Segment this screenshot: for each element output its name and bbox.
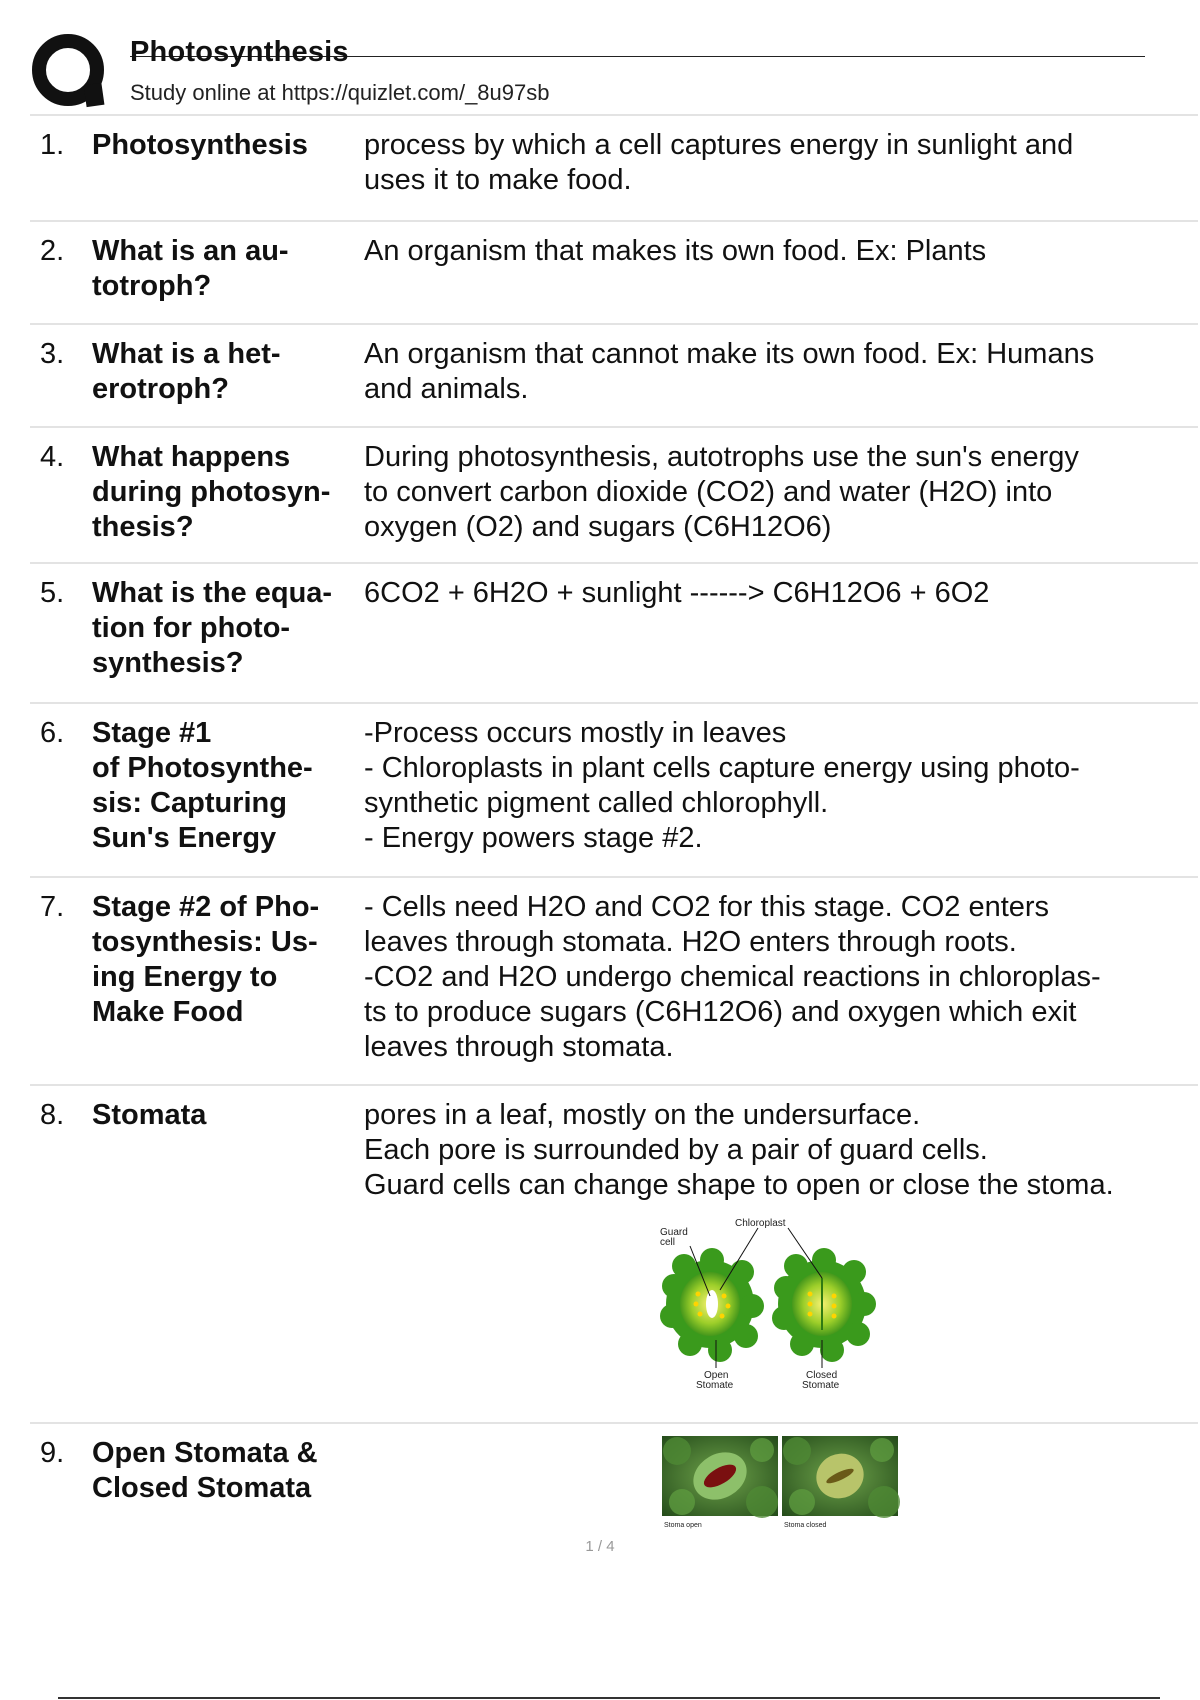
term-text (92, 116, 364, 220)
term-line: Stage #2 of Pho- (92, 891, 320, 923)
term-text (92, 878, 364, 1084)
footer-rule (58, 1697, 1160, 1699)
closed-photo-caption: Stoma closed (784, 1522, 827, 1529)
term-line: thesis? (92, 511, 194, 543)
definition-text (364, 222, 1198, 323)
term-text (92, 704, 364, 876)
row-number: 1. (40, 129, 65, 161)
definition-line: During photosynthesis, autotrophs use the sun's energy (364, 441, 1079, 473)
term-line: tion for photo- (92, 612, 291, 644)
row-number: 7. (40, 891, 65, 923)
flashcard-row (30, 562, 1198, 702)
term-line: totroph? (92, 270, 212, 302)
page-title: Photosynthesis (130, 36, 349, 68)
definition-text (364, 878, 1198, 1084)
term-line: Closed Stomata (92, 1472, 312, 1504)
row-number: 5. (40, 577, 65, 609)
definition-line: uses it to make food. (364, 164, 632, 196)
definition-line: An organism that cannot make its own food. Ex: Humans (364, 338, 1095, 370)
definition-line: leaves through stomata. (364, 1031, 674, 1063)
term-line: erotroph? (92, 373, 229, 405)
definition-text (364, 564, 1198, 702)
definition-line: ts to produce sugars (C6H12O6) and oxygen which exit (364, 996, 1077, 1028)
term-text (92, 325, 364, 426)
flashcard-row (30, 220, 1198, 323)
quizlet-logo-icon (30, 32, 110, 112)
row-number: 3. (40, 338, 65, 370)
definition-line: - Chloroplasts in plant cells capture energy using photo- (364, 752, 1080, 784)
definition-line: process by which a cell captures energy in sunlight and (364, 129, 1074, 161)
open-stomate-label: Stomate (696, 1380, 734, 1391)
definition-line: leaves through stomata. H2O enters through roots. (364, 926, 1017, 958)
open-photo-caption: Stoma open (664, 1522, 702, 1529)
definition-line: Guard cells can change shape to open or close the stoma. (364, 1169, 1114, 1201)
term-line: What is a het- (92, 338, 281, 370)
flashcard-list (30, 114, 1198, 1542)
flashcard-row (30, 1084, 1198, 1422)
flashcard-row (30, 876, 1198, 1084)
term-text (92, 428, 364, 562)
guard-cell-label: Guard (660, 1227, 688, 1238)
definition-text (364, 428, 1198, 562)
definition-line: 6CO2 + 6H2O + sunlight ------> C6H12O6 + 6O2 (364, 577, 990, 609)
row-number: 4. (40, 441, 65, 473)
term-text (92, 1086, 364, 1422)
term-line: What happens (92, 441, 291, 473)
term-line: What is an au- (92, 235, 289, 267)
row-number: 2. (40, 235, 65, 267)
term-line: Make Food (92, 996, 244, 1028)
open-stoma-photo (662, 1436, 778, 1518)
flashcard-row (30, 323, 1198, 426)
term-line: Open Stomata & (92, 1437, 318, 1469)
definition-line: oxygen (O2) and sugars (C6H12O6) (364, 511, 832, 543)
definition-line: and animals. (364, 373, 529, 405)
term-line: Photosynthesis (92, 129, 308, 161)
row-number: 9. (40, 1437, 65, 1469)
definition-line: - Cells need H2O and CO2 for this stage. CO2 enters (364, 891, 1050, 923)
guard-cell-label: cell (660, 1237, 676, 1248)
term-line: of Photosynthe- (92, 752, 313, 784)
term-line: Stage #1 (92, 717, 212, 749)
term-text (92, 1424, 364, 1542)
flashcard-row (30, 1422, 1198, 1542)
closed-stomate-label: Stomate (802, 1380, 840, 1391)
definition-line: -Process occurs mostly in leaves (364, 717, 787, 749)
open-stomate-cell (660, 1248, 764, 1362)
definition-line: - Energy powers stage #2. (364, 822, 703, 854)
term-line: Stomata (92, 1099, 207, 1131)
definition-text (364, 704, 1198, 876)
document-header (30, 30, 1190, 112)
term-line: tosynthesis: Us- (92, 926, 318, 958)
stomata-photos (662, 1436, 902, 1537)
study-online-link[interactable]: Study online at https://quizlet.com/_8u97sb (130, 80, 550, 105)
page-number: 1 / 4 (585, 1538, 615, 1555)
term-line: ing Energy to (92, 961, 278, 993)
closed-stoma-photo (782, 1436, 900, 1518)
definition-line: An organism that makes its own food. Ex: Plants (364, 235, 987, 267)
term-line: during photosyn- (92, 476, 331, 508)
definition-line: synthetic pigment called chlorophyll. (364, 787, 829, 819)
chloroplast-label: Chloroplast (735, 1218, 786, 1229)
definition-line: -CO2 and H2O undergo chemical reactions in chloroplas- (364, 961, 1101, 993)
term-text (92, 564, 364, 702)
flashcard-row (30, 114, 1198, 220)
stomata-diagram (660, 1216, 890, 1401)
definition-line: to convert carbon dioxide (CO2) and water (H2O) into (364, 476, 1053, 508)
row-number: 6. (40, 717, 65, 749)
term-line: Sun's Energy (92, 822, 277, 854)
definition-line: Each pore is surrounded by a pair of guard cells. (364, 1134, 988, 1166)
term-text (92, 222, 364, 323)
definition-text (364, 116, 1198, 220)
term-line: sis: Capturing (92, 787, 287, 819)
definition-line: pores in a leaf, mostly on the undersurface. (364, 1099, 921, 1131)
open-stomate-label: Open (704, 1370, 729, 1381)
closed-stomate-label: Closed (806, 1370, 838, 1381)
flashcard-row (30, 426, 1198, 562)
definition-text (364, 325, 1198, 426)
term-line: synthesis? (92, 647, 244, 679)
term-line: What is the equa- (92, 577, 333, 609)
row-number: 8. (40, 1099, 65, 1131)
closed-stomate-cell (772, 1248, 876, 1362)
flashcard-row (30, 702, 1198, 876)
